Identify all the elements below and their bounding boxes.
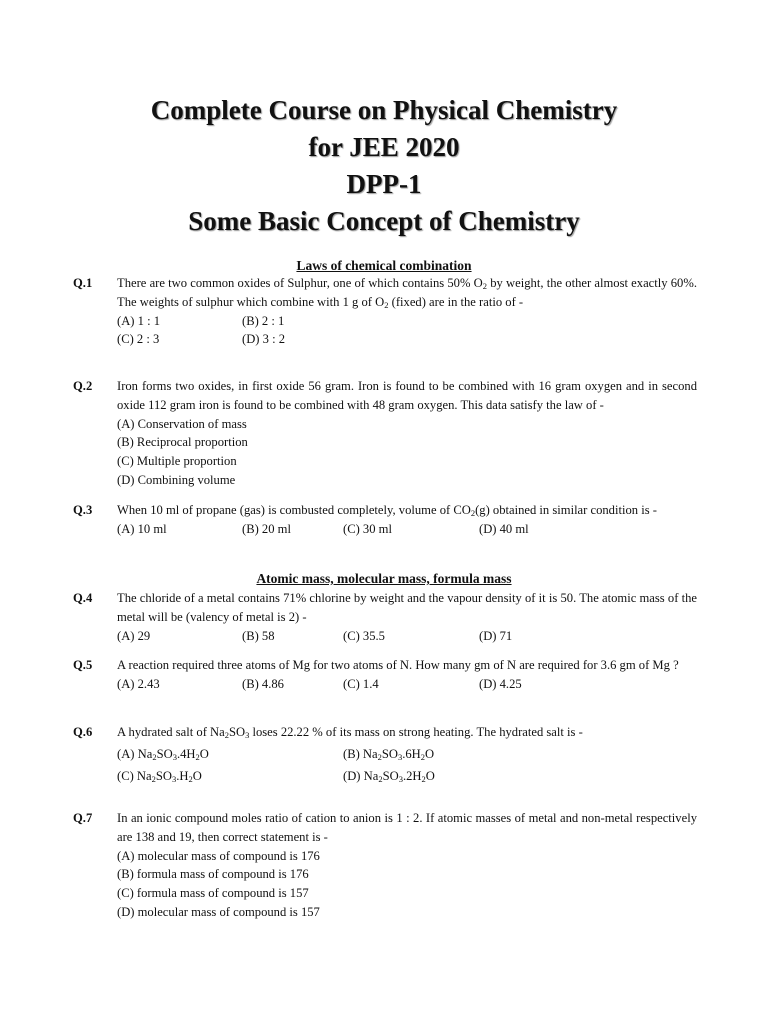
question-4 — [73, 589, 697, 645]
option-b: (B) 20 ml — [242, 521, 291, 536]
question-number: Q.4 — [73, 591, 93, 605]
options-row — [117, 330, 697, 349]
question-number: Q.3 — [73, 503, 93, 517]
option-b: (B) $Na_2SO_3.6H_2O$ — [343, 746, 435, 762]
option-d: (D) molecular mass of compound is 157 — [117, 904, 320, 919]
question-1 — [73, 274, 697, 349]
section-heading-atomic-mass: Atomic mass, molecular mass, formula mass — [256, 571, 512, 586]
option-a: (A) 10 ml — [117, 521, 167, 536]
document-title — [0, 92, 768, 240]
option-b: (B) 2 : 1 — [242, 313, 285, 328]
option-d: (D) Combining volume — [117, 472, 236, 487]
options-row — [117, 745, 697, 764]
options-row — [117, 675, 697, 694]
options-row — [117, 520, 697, 539]
option-c: (C) 1.4 — [343, 676, 379, 691]
option-c: (C) Multiple proportion — [117, 454, 237, 469]
option-a: (A) 29 — [117, 628, 151, 643]
question-text: The chloride of a metal contains 71% chlorine by weight and the vapour density of it is 50. The atomic mass of the metal will be (valency of metal is 2) - (A) 29 (B) 58 (C) 35.5 (D) 71 — [117, 589, 697, 645]
title-line-2: for JEE 2020 — [308, 132, 460, 162]
option-d: (D) $Na_2SO_3.2H_2O$ — [343, 768, 435, 784]
options-row — [117, 627, 697, 646]
question-number: Q.1 — [73, 276, 93, 290]
option-a: (A) $Na_2SO_3.4H_2O$ — [117, 746, 209, 762]
title-line-3: DPP-1 — [346, 169, 422, 199]
option-c: (C) formula mass of compound is 157 — [117, 886, 309, 901]
option-c: (C) 2 : 3 — [117, 332, 160, 347]
option-a: (A) 1 : 1 — [117, 313, 161, 328]
question-text: Iron forms two oxides, in first oxide 56 gram. Iron is found to be combined with 16 gram oxygen and in second oxide 112 gram iron is found to be combined with 48 gram oxygen. This data satisfy the law of - (A) Conservation of mass (B) Reciprocal proportion (C) Multiple proportion (D) Combining volume — [117, 377, 697, 490]
question-text: A reaction required three atoms of Mg for two atoms of N. How many gm of N are required for 3.6 gm of Mg ? (A) 2.43 (B) 4.86 (C) 1.4 (D) 4.25 — [117, 656, 697, 694]
option-d: (D) 4.25 — [479, 676, 522, 691]
options-row — [117, 767, 697, 786]
options-row — [117, 312, 697, 331]
option-a: (A) Conservation of mass — [117, 416, 247, 431]
option-c: (C) 30 ml — [343, 521, 392, 536]
option-b: (B) Reciprocal proportion — [117, 435, 248, 450]
option-b: (B) 58 — [242, 628, 275, 643]
option-c: (C) 35.5 — [343, 628, 385, 643]
question-3 — [73, 501, 697, 539]
question-5 — [73, 656, 697, 694]
title-line-1: Complete Course on Physical Chemistry — [150, 95, 618, 125]
option-a: (A) 2.43 — [117, 676, 160, 691]
section-heading-laws: Laws of chemical combination — [296, 258, 472, 273]
question-number: Q.7 — [73, 811, 93, 825]
option-d: (D) 40 ml — [479, 521, 529, 536]
question-7 — [73, 809, 697, 922]
question-number: Q.5 — [73, 658, 93, 672]
question-text: When 10 ml of propane (gas) is combusted completely, volume of $CO_2(g)$ obtained in similar condition is - (A) 10 ml (B) 20 ml (C) 30 ml (D) 40 ml — [117, 501, 697, 539]
question-text: There are two common oxides of Sulphur, one of which contains 50% $O_2$ by weight, the other almost exactly 60%. The weights of sulphur which combine with 1 g of $O_2$ (fixed) are in the ratio of - (A) 1 : 1 (B) 2 : 1 (C) 2 : 3 (D) 3 : 2 — [117, 274, 697, 349]
option-d: (D) 3 : 2 — [242, 332, 286, 347]
question-6 — [73, 723, 697, 785]
option-a: (A) molecular mass of compound is 176 — [117, 848, 320, 863]
question-2 — [73, 377, 697, 490]
question-text: In an ionic compound moles ratio of cation to anion is 1 : 2. If atomic masses of metal and non-metal respectively are 138 and 19, then correct statement is - (A) molecular mass of compound is 176 (B) formula mass of compound is 176 (C) formula mass of compound is 157 (D) molecular mass of compound is 157 — [117, 809, 697, 922]
question-number: Q.6 — [73, 725, 93, 739]
question-text: A hydrated salt of $Na_2SO_3$ loses 22.22 % of its mass on strong heating. The hydrated salt is - (A) $Na_2SO_3.4H_2O$ (B) $Na_2SO_3.6H_2O$ (C) $Na_2SO_3.H_2O$ (D) $Na_2SO_3.2H_2O$ — [117, 723, 697, 785]
option-d: (D) 71 — [479, 628, 513, 643]
option-c: (C) $Na_2SO_3.H_2O$ — [117, 768, 202, 784]
title-line-4: Some Basic Concept of Chemistry — [188, 206, 580, 236]
option-b: (B) 4.86 — [242, 676, 284, 691]
question-number: Q.2 — [73, 379, 93, 393]
option-b: (B) formula mass of compound is 176 — [117, 867, 309, 882]
